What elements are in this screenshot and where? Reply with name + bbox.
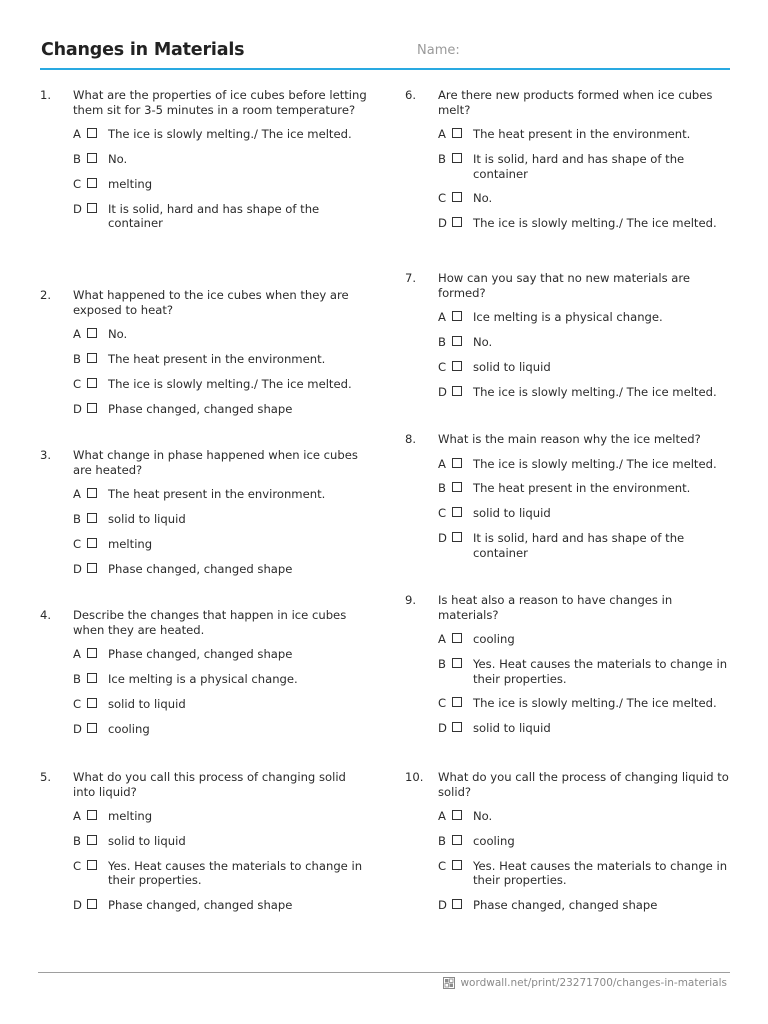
- answer-checkbox[interactable]: [87, 860, 97, 870]
- answer-options: [405, 457, 735, 561]
- wordwall-logo-icon: [443, 977, 455, 989]
- answer-option[interactable]: [405, 335, 735, 350]
- question-text: What change in phase happened when ice cubes are heated?: [73, 448, 358, 477]
- option-letter: C: [73, 696, 82, 711]
- option-letter: B: [438, 481, 446, 496]
- answer-checkbox[interactable]: [452, 722, 462, 732]
- answer-checkbox[interactable]: [87, 648, 97, 658]
- answer-checkbox[interactable]: [452, 860, 462, 870]
- question-item: [40, 288, 370, 426]
- answer-checkbox[interactable]: [452, 311, 462, 321]
- option-text: It is solid, hard and has shape of the container: [473, 530, 685, 560]
- answer-options: [405, 127, 735, 231]
- option-letter: A: [73, 127, 81, 142]
- option-text: cooling: [473, 632, 515, 647]
- page-title: Changes in Materials: [41, 40, 245, 60]
- option-text: It is solid, hard and has shape of the container: [473, 151, 685, 181]
- option-letter: C: [73, 176, 82, 191]
- answer-checkbox[interactable]: [87, 835, 97, 845]
- question-number: 6.: [405, 88, 417, 102]
- answer-option[interactable]: [40, 809, 370, 824]
- answer-checkbox[interactable]: [87, 538, 97, 548]
- question-header: [405, 88, 735, 117]
- answer-option[interactable]: [405, 898, 735, 913]
- answer-option[interactable]: [40, 202, 370, 231]
- answer-option[interactable]: [405, 310, 735, 325]
- question-number: 4.: [40, 608, 52, 622]
- option-letter: B: [73, 511, 81, 526]
- option-text: No.: [108, 327, 128, 342]
- answer-options: [40, 127, 370, 231]
- answer-checkbox[interactable]: [87, 178, 97, 188]
- answer-checkbox[interactable]: [452, 507, 462, 517]
- option-text: Yes. Heat causes the materials to change in their properties.: [473, 656, 728, 686]
- answer-options: [405, 310, 735, 399]
- option-text: Phase changed, changed shape: [473, 898, 658, 913]
- option-letter: C: [438, 506, 447, 521]
- question-number: 10.: [405, 770, 424, 784]
- option-letter: D: [73, 721, 82, 736]
- option-letter: C: [73, 536, 82, 551]
- question-item: [405, 271, 735, 409]
- option-text: Ice melting is a physical change.: [473, 310, 663, 325]
- answer-option[interactable]: [405, 152, 735, 181]
- question-header: [40, 608, 370, 637]
- question-number: 2.: [40, 288, 52, 302]
- option-text: The heat present in the environment.: [473, 481, 691, 496]
- option-letter: D: [73, 401, 82, 416]
- answer-option[interactable]: [405, 216, 735, 231]
- option-text: The ice is slowly melting./ The ice melted.: [108, 376, 352, 391]
- option-letter: A: [438, 456, 446, 471]
- question-text: What is the main reason why the ice melted?: [438, 432, 701, 446]
- answer-checkbox[interactable]: [452, 835, 462, 845]
- option-text: cooling: [108, 721, 150, 736]
- question-text: What do you call the process of changing liquid to solid?: [438, 770, 729, 799]
- answer-checkbox[interactable]: [87, 488, 97, 498]
- option-text: solid to liquid: [473, 506, 551, 521]
- option-text: The ice is slowly melting./ The ice melted.: [473, 384, 717, 399]
- option-letter: B: [438, 833, 446, 848]
- option-text: The heat present in the environment.: [108, 487, 326, 502]
- answer-option[interactable]: [405, 696, 735, 711]
- footer: [443, 977, 727, 989]
- answer-options: [405, 632, 735, 736]
- answer-option[interactable]: [40, 487, 370, 502]
- question-text: Are there new products formed when ice cubes melt?: [438, 88, 713, 117]
- option-letter: B: [73, 671, 81, 686]
- answer-options: [40, 809, 370, 913]
- answer-checkbox[interactable]: [452, 458, 462, 468]
- option-letter: C: [438, 696, 447, 711]
- option-letter: D: [438, 530, 447, 545]
- answer-checkbox[interactable]: [452, 697, 462, 707]
- answer-checkbox[interactable]: [452, 128, 462, 138]
- option-letter: C: [73, 376, 82, 391]
- option-text: The ice is slowly melting./ The ice melted.: [108, 127, 352, 142]
- answer-option[interactable]: [405, 360, 735, 375]
- option-letter: C: [438, 191, 447, 206]
- option-letter: A: [438, 632, 446, 647]
- question-text: Is heat also a reason to have changes in materials?: [438, 593, 673, 622]
- option-text: It is solid, hard and has shape of the container: [108, 201, 320, 231]
- answer-option[interactable]: [405, 457, 735, 472]
- option-text: solid to liquid: [108, 833, 186, 848]
- option-text: The ice is slowly melting./ The ice melted.: [473, 216, 717, 231]
- option-letter: D: [438, 216, 447, 231]
- answer-checkbox[interactable]: [87, 513, 97, 523]
- question-text: What happened to the ice cubes when they are exposed to heat?: [73, 288, 349, 317]
- option-letter: B: [438, 151, 446, 166]
- answer-checkbox[interactable]: [87, 328, 97, 338]
- answer-checkbox[interactable]: [452, 217, 462, 227]
- answer-option[interactable]: [40, 697, 370, 712]
- option-letter: A: [438, 310, 446, 325]
- answer-checkbox[interactable]: [452, 532, 462, 542]
- answer-checkbox[interactable]: [452, 336, 462, 346]
- answer-option[interactable]: [40, 672, 370, 687]
- question-text: How can you say that no new materials are formed?: [438, 271, 691, 300]
- option-text: No.: [473, 191, 493, 206]
- answer-option[interactable]: [405, 721, 735, 736]
- answer-checkbox[interactable]: [87, 128, 97, 138]
- answer-option[interactable]: [405, 859, 735, 888]
- question-header: [40, 770, 370, 799]
- option-letter: A: [73, 647, 81, 662]
- question-number: 5.: [40, 770, 52, 784]
- answer-option[interactable]: [40, 834, 370, 849]
- answer-checkbox[interactable]: [87, 698, 97, 708]
- question-header: [405, 271, 735, 300]
- answer-checkbox[interactable]: [87, 899, 97, 909]
- answer-option[interactable]: [40, 127, 370, 142]
- question-item: [405, 593, 735, 746]
- worksheet-header: [40, 40, 730, 70]
- question-number: 8.: [405, 432, 417, 446]
- question-header: [405, 432, 735, 447]
- option-letter: B: [73, 151, 81, 166]
- answer-option[interactable]: [405, 834, 735, 849]
- option-text: melting: [108, 809, 153, 824]
- option-text: Phase changed, changed shape: [108, 561, 293, 576]
- option-text: Phase changed, changed shape: [108, 898, 293, 913]
- option-text: The heat present in the environment.: [108, 351, 326, 366]
- option-text: No.: [473, 809, 493, 824]
- answer-option[interactable]: [40, 402, 370, 417]
- answer-option[interactable]: [405, 191, 735, 206]
- answer-option[interactable]: [40, 152, 370, 167]
- question-header: [40, 288, 370, 317]
- option-text: No.: [473, 334, 493, 349]
- answer-option[interactable]: [405, 127, 735, 142]
- answer-checkbox[interactable]: [87, 810, 97, 820]
- option-text: The heat present in the environment.: [473, 127, 691, 142]
- answer-option[interactable]: [40, 377, 370, 392]
- answer-option[interactable]: [405, 531, 735, 560]
- option-letter: B: [438, 334, 446, 349]
- option-letter: D: [438, 721, 447, 736]
- option-letter: C: [73, 858, 82, 873]
- question-item: [405, 770, 735, 923]
- question-item: [40, 770, 370, 923]
- question-header: [40, 88, 370, 117]
- option-text: solid to liquid: [473, 359, 551, 374]
- answer-checkbox[interactable]: [87, 353, 97, 363]
- answer-option[interactable]: [405, 632, 735, 647]
- answer-checkbox[interactable]: [87, 403, 97, 413]
- option-text: solid to liquid: [108, 696, 186, 711]
- question-number: 7.: [405, 271, 417, 285]
- answer-checkbox[interactable]: [452, 192, 462, 202]
- answer-checkbox[interactable]: [452, 153, 462, 163]
- answer-option[interactable]: [40, 327, 370, 342]
- answer-checkbox[interactable]: [87, 723, 97, 733]
- question-number: 1.: [40, 88, 52, 102]
- answer-options: [40, 487, 370, 576]
- answer-checkbox[interactable]: [452, 899, 462, 909]
- name-label: Name:: [417, 43, 460, 58]
- question-item: [405, 432, 735, 570]
- answer-option[interactable]: [405, 809, 735, 824]
- answer-option[interactable]: [40, 512, 370, 527]
- answer-option[interactable]: [405, 657, 735, 686]
- option-text: cooling: [473, 833, 515, 848]
- option-text: Yes. Heat causes the materials to change in their properties.: [473, 858, 728, 888]
- option-letter: D: [73, 561, 82, 576]
- option-text: Phase changed, changed shape: [108, 401, 293, 416]
- option-text: The ice is slowly melting./ The ice melted.: [473, 456, 717, 471]
- option-letter: A: [438, 127, 446, 142]
- answer-option[interactable]: [405, 506, 735, 521]
- question-text: What do you call this process of changing solid into liquid?: [73, 770, 346, 799]
- question-item: [405, 88, 735, 241]
- option-letter: A: [73, 809, 81, 824]
- answer-checkbox[interactable]: [87, 673, 97, 683]
- footer-divider: [38, 972, 730, 973]
- answer-checkbox[interactable]: [452, 482, 462, 492]
- question-header: [405, 770, 735, 799]
- question-number: 9.: [405, 593, 417, 607]
- answer-checkbox[interactable]: [452, 810, 462, 820]
- answer-checkbox[interactable]: [452, 658, 462, 668]
- option-letter: D: [438, 384, 447, 399]
- option-text: melting: [108, 536, 153, 551]
- option-letter: B: [438, 656, 446, 671]
- question-text: What are the properties of ice cubes before letting them sit for 3-5 minutes in a room temperature?: [73, 88, 367, 117]
- answer-option[interactable]: [40, 859, 370, 888]
- answer-option[interactable]: [40, 722, 370, 737]
- answer-option[interactable]: [40, 352, 370, 367]
- answer-checkbox[interactable]: [452, 633, 462, 643]
- option-text: The ice is slowly melting./ The ice melted.: [473, 696, 717, 711]
- option-text: solid to liquid: [473, 721, 551, 736]
- answer-options: [405, 809, 735, 913]
- option-letter: C: [438, 858, 447, 873]
- question-header: [405, 593, 735, 622]
- question-item: [40, 608, 370, 746]
- answer-option[interactable]: [40, 898, 370, 913]
- footer-url: wordwall.net/print/23271700/changes-in-materials: [460, 977, 727, 989]
- question-text: Describe the changes that happen in ice cubes when they are heated.: [73, 608, 347, 637]
- option-letter: D: [73, 201, 82, 216]
- answer-checkbox[interactable]: [452, 386, 462, 396]
- answer-option[interactable]: [40, 537, 370, 552]
- question-item: [40, 448, 370, 586]
- option-letter: A: [438, 809, 446, 824]
- question-header: [40, 448, 370, 477]
- option-text: Phase changed, changed shape: [108, 647, 293, 662]
- answer-options: [40, 647, 370, 736]
- option-letter: D: [73, 898, 82, 913]
- answer-options: [40, 327, 370, 416]
- option-letter: B: [73, 351, 81, 366]
- answer-checkbox[interactable]: [87, 563, 97, 573]
- option-letter: C: [438, 359, 447, 374]
- option-text: Yes. Heat causes the materials to change in their properties.: [108, 858, 363, 888]
- answer-option[interactable]: [40, 647, 370, 662]
- answer-option[interactable]: [40, 177, 370, 192]
- question-item: [40, 88, 370, 241]
- answer-option[interactable]: [405, 481, 735, 496]
- option-text: Ice melting is a physical change.: [108, 671, 298, 686]
- option-letter: D: [438, 898, 447, 913]
- question-number: 3.: [40, 448, 52, 462]
- answer-checkbox[interactable]: [87, 203, 97, 213]
- option-letter: B: [73, 833, 81, 848]
- answer-option[interactable]: [40, 562, 370, 577]
- answer-checkbox[interactable]: [87, 153, 97, 163]
- answer-option[interactable]: [405, 385, 735, 400]
- option-text: No.: [108, 151, 128, 166]
- option-text: solid to liquid: [108, 511, 186, 526]
- option-text: melting: [108, 176, 153, 191]
- answer-checkbox[interactable]: [452, 361, 462, 371]
- option-letter: A: [73, 327, 81, 342]
- option-letter: A: [73, 487, 81, 502]
- answer-checkbox[interactable]: [87, 378, 97, 388]
